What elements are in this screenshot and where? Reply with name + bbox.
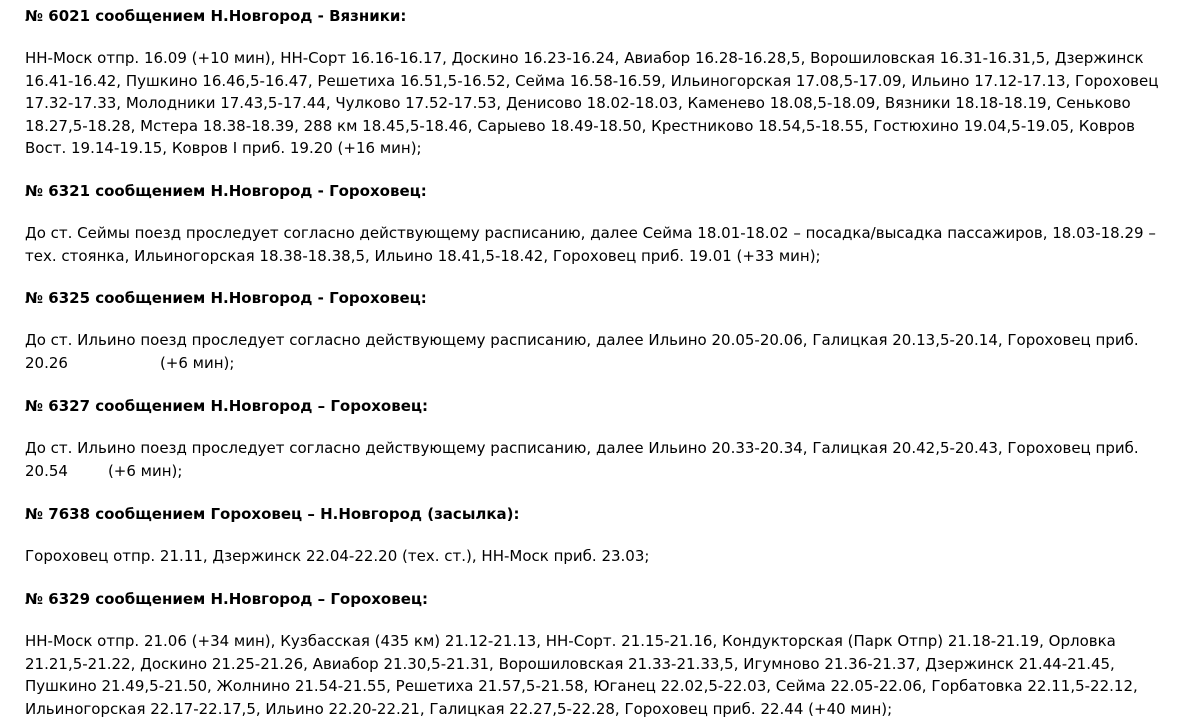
train-6321-schedule: До ст. Сеймы поезд проследует согласно действующему расписанию, далее Сейма 18.01-18.02 – посадка/высадка пассажиров, 18.03-18.29 – тех. стоянка, Ильиногорская 18.38-18.38,5, Ильино 18.41,5-18.42, Гороховец приб. 19.01 (+33 мин); [25,224,1156,265]
train-6329-title: № 6329 сообщением Н.Новгород – Гороховец: [25,590,429,608]
train-7638-schedule: Гороховец отпр. 21.11, Дзержинск 22.04-22.20 (тех. ст.), НН-Моск приб. 23.03; [25,547,650,565]
train-6325-title: № 6325 сообщением Н.Новгород - Гороховец: [25,289,427,307]
train-6021-schedule: НН-Моск отпр. 16.09 (+10 мин), НН-Сорт 16.16-16.17, Доскино 16.23-16.24, Авиабор 16.28-16.28,5, Ворошиловская 16.31-16.31,5, Дзержинск 16.41-16.42, Пушкино 16.46,5-16.47, Решетиха 16.51,5-16.52, Сейма 16.58-16.59, Ильиногорская 17.08,5-17.09, Ильино 17.12-17.13, Гороховец 17.32-17.33, Молодники 17.43,5-17.44, Чулково 17.52-17.53, Денисово 18.02-18.03, Каменево 18.08,5-18.09, Вязники 18.18-18.19, Сеньково 18.27,5-18.28, Мстера 18.38-18.39, 288 км 18.45,5-18.46, Сарыево 18.49-18.50, Крестниково 18.54,5-18.55, Гостюхино 19.04,5-19.05, Ковров Вост. 19.14-19.15, Ковров I приб. 19.20 (+16 мин); [25,49,1159,157]
train-6327-delay: (+6 мин); [107,461,183,480]
train-6325-schedule [25,329,1165,374]
train-6325-schedule-main: До ст. Ильино поезд проследует согласно действующему расписанию, далее Ильино 20.05-20.06, Галицкая 20.13,5-20.14, Гороховец приб. 20.26 [25,331,1139,372]
train-6021-title: № 6021 сообщением Н.Новгород - Вязники: [25,7,407,25]
train-6325-delay: (+6 мин); [159,353,235,372]
train-7638-title: № 7638 сообщением Гороховец – Н.Новгород (засылка): [25,505,520,523]
train-6327-schedule [25,437,1165,482]
train-6327-schedule-main: До ст. Ильино поезд проследует согласно действующему расписанию, далее Ильино 20.33-20.34, Галицкая 20.42,5-20.43, Гороховец приб. 20.54 [25,439,1139,480]
train-6321-title: № 6321 сообщением Н.Новгород - Гороховец: [25,182,427,200]
train-6329-schedule: НН-Моск отпр. 21.06 (+34 мин), Кузбасская (435 км) 21.12-21.13, НН-Сорт. 21.15-21.16, Кондукторская (Парк Отпр) 21.18-21.19, Орловка 21.21,5-21.22, Доскино 21.25-21.26, Авиабор 21.30,5-21.31, Ворошиловская 21.33-21.33,5, Игумново 21.36-21.37, Дзержинск 21.44-21.45, Пушкино 21.49,5-21.50, Жолнино 21.54-21.55, Решетиха 21.57,5-21.58, Юганец 22.02,5-22.03, Сейма 22.05-22.06, Горбатовка 22.11,5-22.12, Ильиногорская 22.17-22.17,5, Ильино 22.20-22.21, Галицкая 22.27,5-22.28, Гороховец приб. 22.44 (+40 мин); [25,632,1138,718]
train-6327-title: № 6327 сообщением Н.Новгород – Гороховец: [25,397,429,415]
